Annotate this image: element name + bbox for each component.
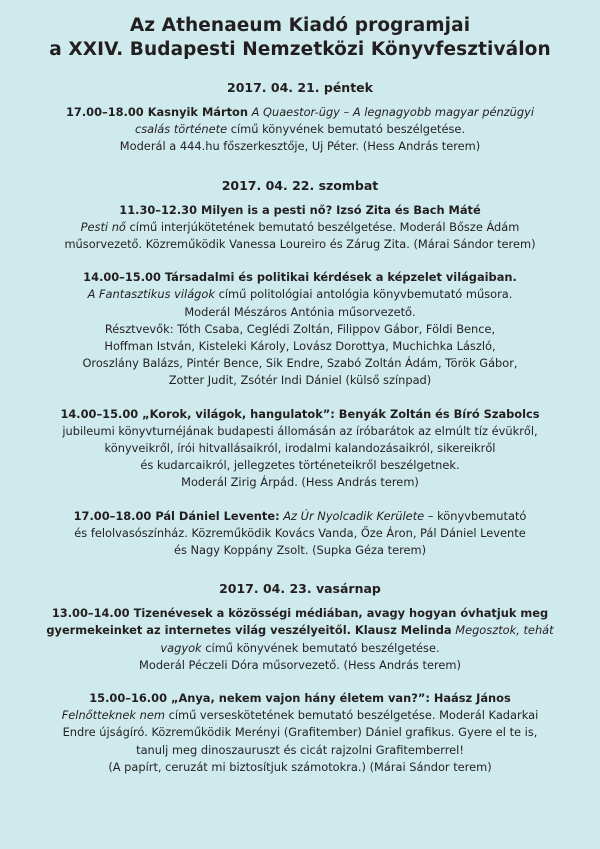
- event-block: 14.00–15.00 Társadalmi és politikai kérdések a képzelet világaiban. A Fantasztikus világok című politológiai antológia könyvbemutató műsora. Moderál Mészáros Antónia műsorvezető. Résztvevők: Tóth Csaba, Ceglédi Zoltán, Filippov Gábor, Földi Bence, Hoffman István, Kisteleki Károly, Lovász Dorottya, Muchichka László, Oroszlány Balázs, Pintér Bence, Sik Endre, Szabó Zoltán Ádám, Török Gábor, Zotter Judit, Zsótér Indi Dániel (külső színpad): [82, 270, 518, 388]
- day-date: 2017. 04. 23. vasárnap: [219, 581, 381, 597]
- event-block: 13.00–14.00 Tizenévesek a közösségi médiában, avagy hogyan óvhatjuk meg gyermekeinket az internetes világ veszélyeitől. Klausz Melinda Megosztok, tehát vagyok című könyvének bemutató beszélgetése. Moderál Péczeli Dóra műsorvezető. (Hess András terem): [46, 606, 554, 672]
- title-line-1: Az Athenaeum Kiadó programjai: [129, 15, 471, 36]
- event-block: 15.00–16.00 „Anya, nekem vajon hány életem van?”: Haász János Felnőtteknek nem című verseskötetének bemutató beszélgetése. Moderál Kadarkai Endre újságíró. Közreműködik Merényi (Grafitember) Dániel grafikus. Gyere el te is, tanulj meg dinoszauruszt és cicát rajzolni Grafitemberrel! (A papírt, ceruzát mi biztosítjuk számotokra.) (Márai Sándor terem): [61, 691, 539, 774]
- day-date: 2017. 04. 21. péntek: [227, 80, 373, 95]
- page-title: [0, 14, 600, 62]
- event-block: 14.00–15.00 „Korok, világok, hangulatok”: Benyák Zoltán és Bíró Szabolcs jubileumi könyvturnéjának budapesti állomásán az íróbarátok az elmúlt tíz évükről, könyveikről, írói hitvallásaikról, irodalmi kalandozásaikról, sikereikről és kudarcaikról, jellegzetes történeteikről beszélgetnek. Moderál Zirig Árpád. (Hess András terem): [60, 406, 540, 490]
- event-block: 17.00–18.00 Pál Dániel Levente: Az Úr Nyolcadik Kerülete – könyvbemutató és felolvasószínház. Közreműködik Kovács Vanda, Őze Áron, Pál Dániel Levente és Nagy Koppány Zsolt. (Supka Géza terem): [73, 508, 527, 558]
- day-date: 2017. 04. 22. szombat: [221, 177, 379, 193]
- title-line-2: a XXIV. Budapesti Nemzetközi Könyvfesztiválon: [49, 39, 551, 60]
- event-block: 11.30–12.30 Milyen is a pesti nő? Izsó Zita és Bach Máté Pesti nő című interjúkötetének bemutató beszélgetése. Moderál Bősze Ádám műsorvezető. Közreműködik Vanessa Loureiro és Zárug Zita. (Márai Sándor terem): [64, 202, 536, 252]
- event-block: 17.00–18.00 Kasnyik Márton A Quaestor-ügy – A legnagyobb magyar pénzügyi csalás története című könyvének bemutató beszélgetése. Moderál a 444.hu főszerkesztője, Uj Péter. (Hess András terem): [65, 105, 535, 154]
